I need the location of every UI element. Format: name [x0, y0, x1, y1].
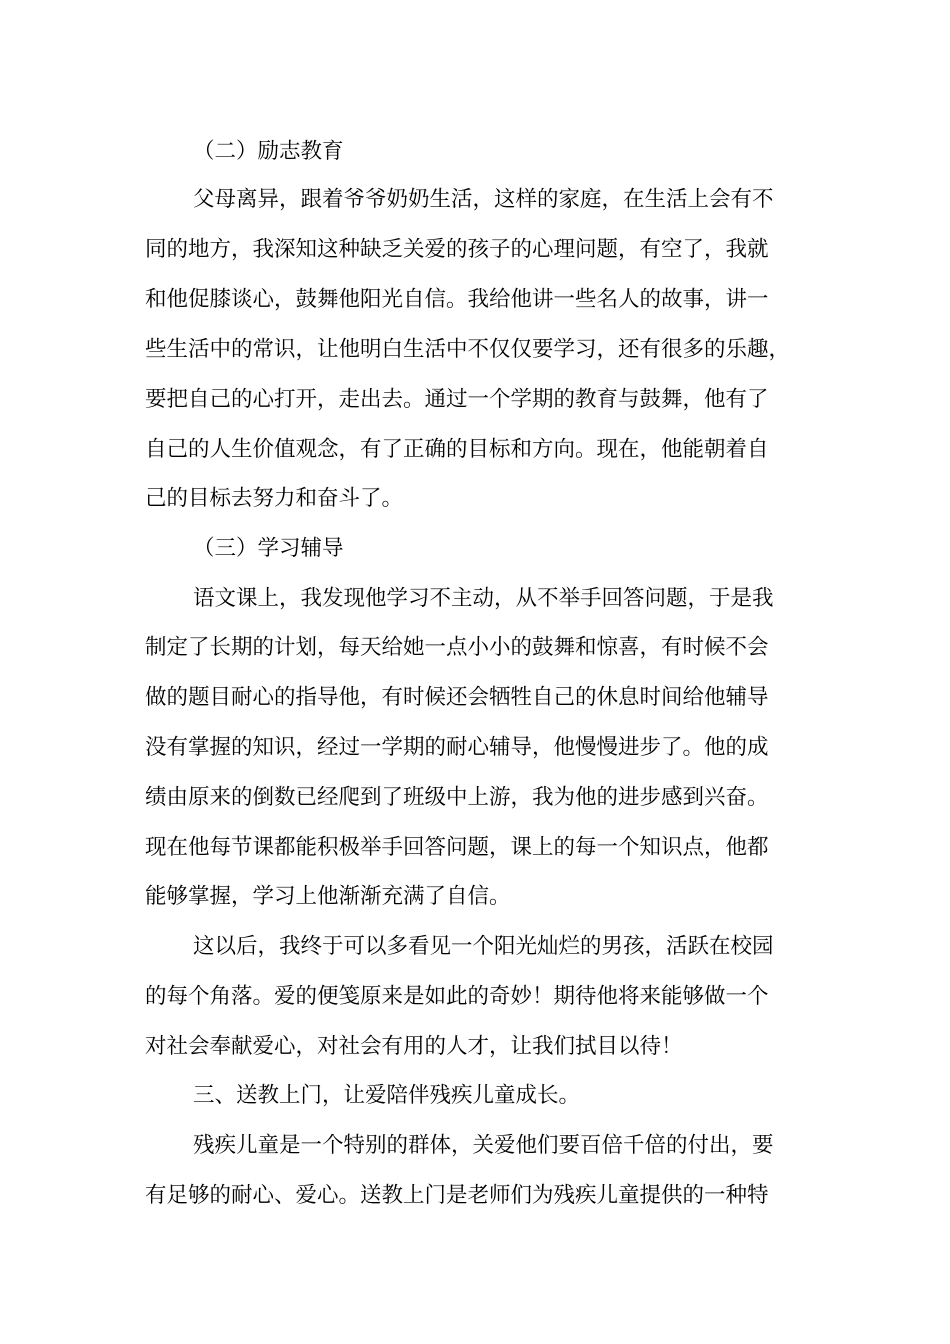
paragraph-line: 同的地方，我深知这种缺乏关爱的孩子的心理问题，有空了，我就 [145, 237, 769, 262]
paragraph-line: 绩由原来的倒数已经爬到了班级中上游，我为他的进步感到兴奋。 [145, 785, 769, 810]
paragraph-line: 些生活中的常识，让他明白生活中不仅仅要学习，还有很多的乐趣， [145, 337, 791, 362]
paragraph-line: 语文课上，我发现他学习不主动，从不举手回答问题，于是我 [193, 586, 774, 611]
paragraph-line: 这以后，我终于可以多看见一个阳光灿烂的男孩，活跃在校园 [193, 934, 774, 959]
section-heading-inspiration: （二）励志教育 [193, 139, 344, 164]
paragraph-line: 能够掌握，学习上他渐渐充满了自信。 [145, 884, 511, 909]
paragraph-line: 自己的人生价值观念，有了正确的目标和方向。现在，他能朝着自 [145, 437, 769, 462]
paragraph-line: 对社会奉献爱心，对社会有用的人才，让我们拭目以待！ [145, 1034, 683, 1059]
section-heading-home-teaching: 三、送教上门，让爱陪伴残疾儿童成长。 [193, 1083, 581, 1108]
paragraph-line: 现在他每节课都能积极举手回答问题，课上的每一个知识点，他都 [145, 835, 769, 860]
paragraph-line: 父母离异，跟着爷爷奶奶生活，这样的家庭，在生活上会有不 [193, 187, 774, 212]
paragraph-line: 制定了长期的计划，每天给她一点小小的鼓舞和惊喜，有时候不会 [145, 635, 769, 660]
paragraph-line: 的每个角落。爱的便笺原来是如此的奇妙！期待他将来能够做一个 [145, 984, 769, 1009]
section-heading-tutoring: （三）学习辅导 [193, 536, 344, 561]
paragraph-line: 残疾儿童是一个特别的群体，关爱他们要百倍千倍的付出，要 [193, 1133, 774, 1158]
paragraph-line: 做的题目耐心的指导他，有时候还会牺牲自己的休息时间给他辅导 [145, 685, 769, 710]
paragraph-line: 没有掌握的知识，经过一学期的耐心辅导，他慢慢进步了。他的成 [145, 735, 769, 760]
paragraph-line: 有足够的耐心、爱心。送教上门是老师们为残疾儿童提供的一种特 [145, 1183, 769, 1208]
paragraph-line: 和他促膝谈心，鼓舞他阳光自信。我给他讲一些名人的故事，讲一 [145, 287, 769, 312]
paragraph-line: 要把自己的心打开，走出去。通过一个学期的教育与鼓舞，他有了 [145, 387, 769, 412]
paragraph-line: 己的目标去努力和奋斗了。 [145, 486, 404, 511]
